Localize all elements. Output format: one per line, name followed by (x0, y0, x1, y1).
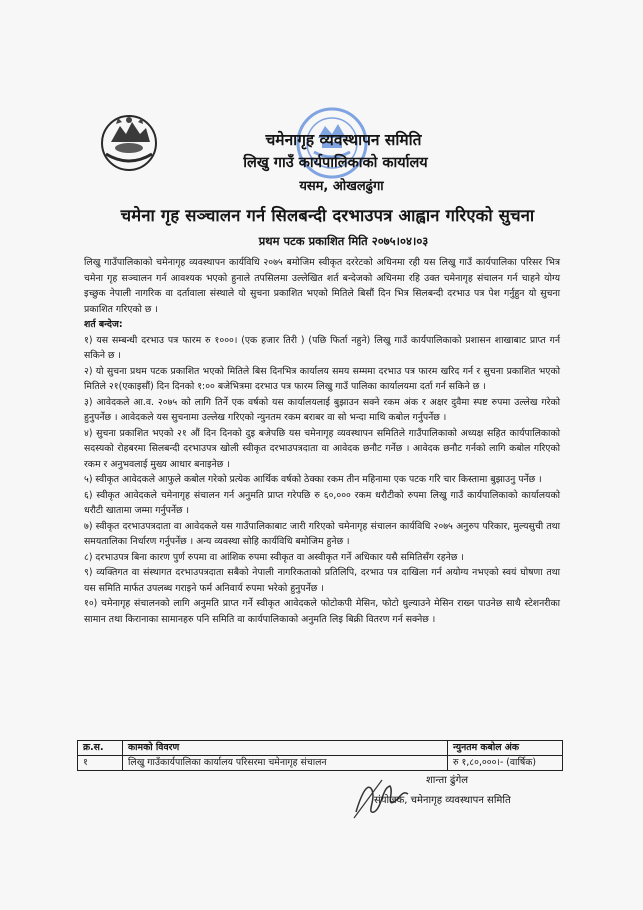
condition-7: ७) स्वीकृत दरभाउपत्रदाता वा आवेदकले यस गाउँपालिकाबाट जारी गरिएको चमेनागृह संचालन कार्यविधि २०७५ अनुरुप परिकार, मुल्यसुची तथा समयतालिका निर्धारण गर्नुपर्नेछ । अन्य व्यवस्था सोहि कार्यविधि बमोजिम हुनेछ । (84, 520, 560, 547)
header-serial: क्र.स. (78, 741, 123, 756)
notice-body (84, 255, 560, 627)
condition-8: ८) दरभाउपत्र बिना कारण पुर्ण रुपमा वा आंशिक रुपमा स्वीकृत वा अस्वीकृत गर्ने अधिकार यसै समितिसँग रहनेछ । (84, 551, 464, 563)
cell-serial: १ (78, 756, 123, 771)
condition-4: ४) सुचना प्रकाशित भएको २१ औं दिन दिनको दुइ बजेपछि यस चमेनागृह व्यवस्थापन समितिले गाउँपालिकाको अध्यक्ष सहित कार्यपालिकाको सदस्यको रोहबरमा सिलबन्दी दरभाउपत्र खोली स्वीकृत दरभाउपत्रदाता वा आवेदक छनौट गर्नेछ । आवेदक छनौट गर्नको लागि कबोल गरिएको रकम र अनुभवलाई मुख्य आधार बनाइनेछ । (84, 427, 560, 470)
condition-9: ९) व्यक्तिगत वा संस्थागत दरभाउपत्रदाता सबैको नेपाली नागरिकताको प्रतिलिपि, दरभाउ पत्र दाखिला गर्न अयोग्य नभएको स्वयं घोषणा तथा यस समिति मार्फत उपलब्ध गराइने फर्म अनिवार्य रुपमा भरेको हुनुपर्नेछ । (84, 567, 560, 594)
published-date: प्रथम पटक प्रकाशित मिति २०७५।०४।०३ (258, 234, 429, 248)
committee-name: चमेनागृह व्यवस्थापन समिति (265, 131, 422, 149)
office-address: यसम, ओखलढुंगा (299, 179, 384, 194)
bid-table (77, 740, 563, 771)
condition-2: २) यो सुचना प्रथम पटक प्रकाशित भएको मितिले बिस दिनभित्र कार्यालय समय सम्ममा दरभाउ पत्र फारम खरिद गर्न र सुचना प्रकाशित भएको मितिले २१(एकाइसौं) दिन दिनको १:०० बजेभित्रमा दरभाउ पत्र फारम लिखु गाउँ पालिका कार्यालयमा दर्ता गर्न सकिने छ । (84, 365, 560, 392)
condition-6: ६) स्वीकृत आवेदकले चमेनागृह संचालन गर्न अनुमति प्राप्त गरेपछि रु ६०,००० रकम धरौटीको रुपमा लिखु गाउँ कार्यपालिकाको कार्यालयको धरौटी खातामा जम्मा गर्नुपर्नेछ । (84, 489, 560, 516)
cell-minimum-bid: रु १,८०,०००।- (वार्षिक) (448, 756, 563, 771)
table-header-row (78, 741, 563, 756)
office-name: लिखु गाउँ कार्यपालिकाको कार्यालय (243, 155, 428, 171)
cell-description: लिखु गाउँकार्यपालिका कार्यालय परिसरमा चमेनागृह संचालन (123, 756, 448, 771)
condition-3: ३) आवेदकले आ.व. २०७५ को लागि तिर्ने एक वर्षको यस कार्यालयलाई बुझाउन सक्ने रकम अंक र अक्षर दुवैमा स्पष्ट रुपमा उल्लेख गरेको हुनुपर्नेछ । आवेदकले यस सुचनामा उल्लेख गरिएको न्युनतम रकम बराबर वा सो भन्दा माथि कबोल गर्नुपर्नेछ । (84, 396, 560, 423)
condition-1: १) यस सम्बन्धी दरभाउ पत्र फारम रु १०००। (एक हजार तिरी ) (पछि फिर्ता नहुने) लिखु गाउँ कार्यपालिकाको प्रशासन शाखाबाट प्राप्त गर्न सकिने छ । (84, 334, 560, 361)
header-description: कामको विवरण (123, 741, 448, 756)
signatory-title: संयोजक, चमेनागृह व्यवस्थापन समिति (374, 795, 511, 806)
condition-10: १०) चमेनागृह संचालनको लागि अनुमति प्राप्त गर्ने स्वीकृत आवेदकले फोटोकपी मेसिन, फोटो धुल्याउने मेसिन राख्न पाउनेछ साथै स्टेशनरीका सामान तथा किरानाका सामानहरु पनि समिति वा कार्यपालिकाको अनुमति लिइ बिक्री वितरण गर्न सक्नेछ । (84, 598, 560, 625)
condition-5: ५) स्वीकृत आवेदकले आफुले कबोल गरेको प्रत्येक आर्थिक वर्षको ठेक्का रकम तीन महिनामा एक पटक गरि चार किस्तामा बुझाउनु पर्नेछ । (84, 474, 542, 485)
header-minimum-bid: न्युनतम कबोल अंक (448, 741, 563, 756)
notice-title: चमेना गृह सञ्चालन गर्न सिलबन्दी दरभाउपत्र आह्वान गरिएको सुचना (120, 206, 535, 225)
signatory-name: शान्ता ढुंगेल (426, 775, 468, 786)
conditions-heading: शर्त बन्देज: (84, 319, 123, 330)
intro-paragraph: लिखु गाउँपालिकाको चमेनागृह व्यवस्थापन कार्यविधि २०७५ बमोजिम स्वीकृत दररेटको अधिनमा रही यस लिखु गाउँ कार्यपालिका परिसर भित्र चमेना गृह सञ्चालन गर्न आवश्यक भएको हुनाले तपसिलमा उल्लेखित शर्त बन्देजको अधिनमा रहि उक्त चमेनागृह संचालन गर्न चाहने योग्य इच्छुक नेपाली नागरिक वा दर्तावाला संस्थाले यो सुचना प्रकाशित भएको मितिले बिसौं दिन भित्र सिलबन्दी दरभाउ पत्र पेश गर्नुहुन यो सुचना प्रकाशित गरिएको छ । (84, 257, 560, 315)
table-row (78, 756, 563, 771)
